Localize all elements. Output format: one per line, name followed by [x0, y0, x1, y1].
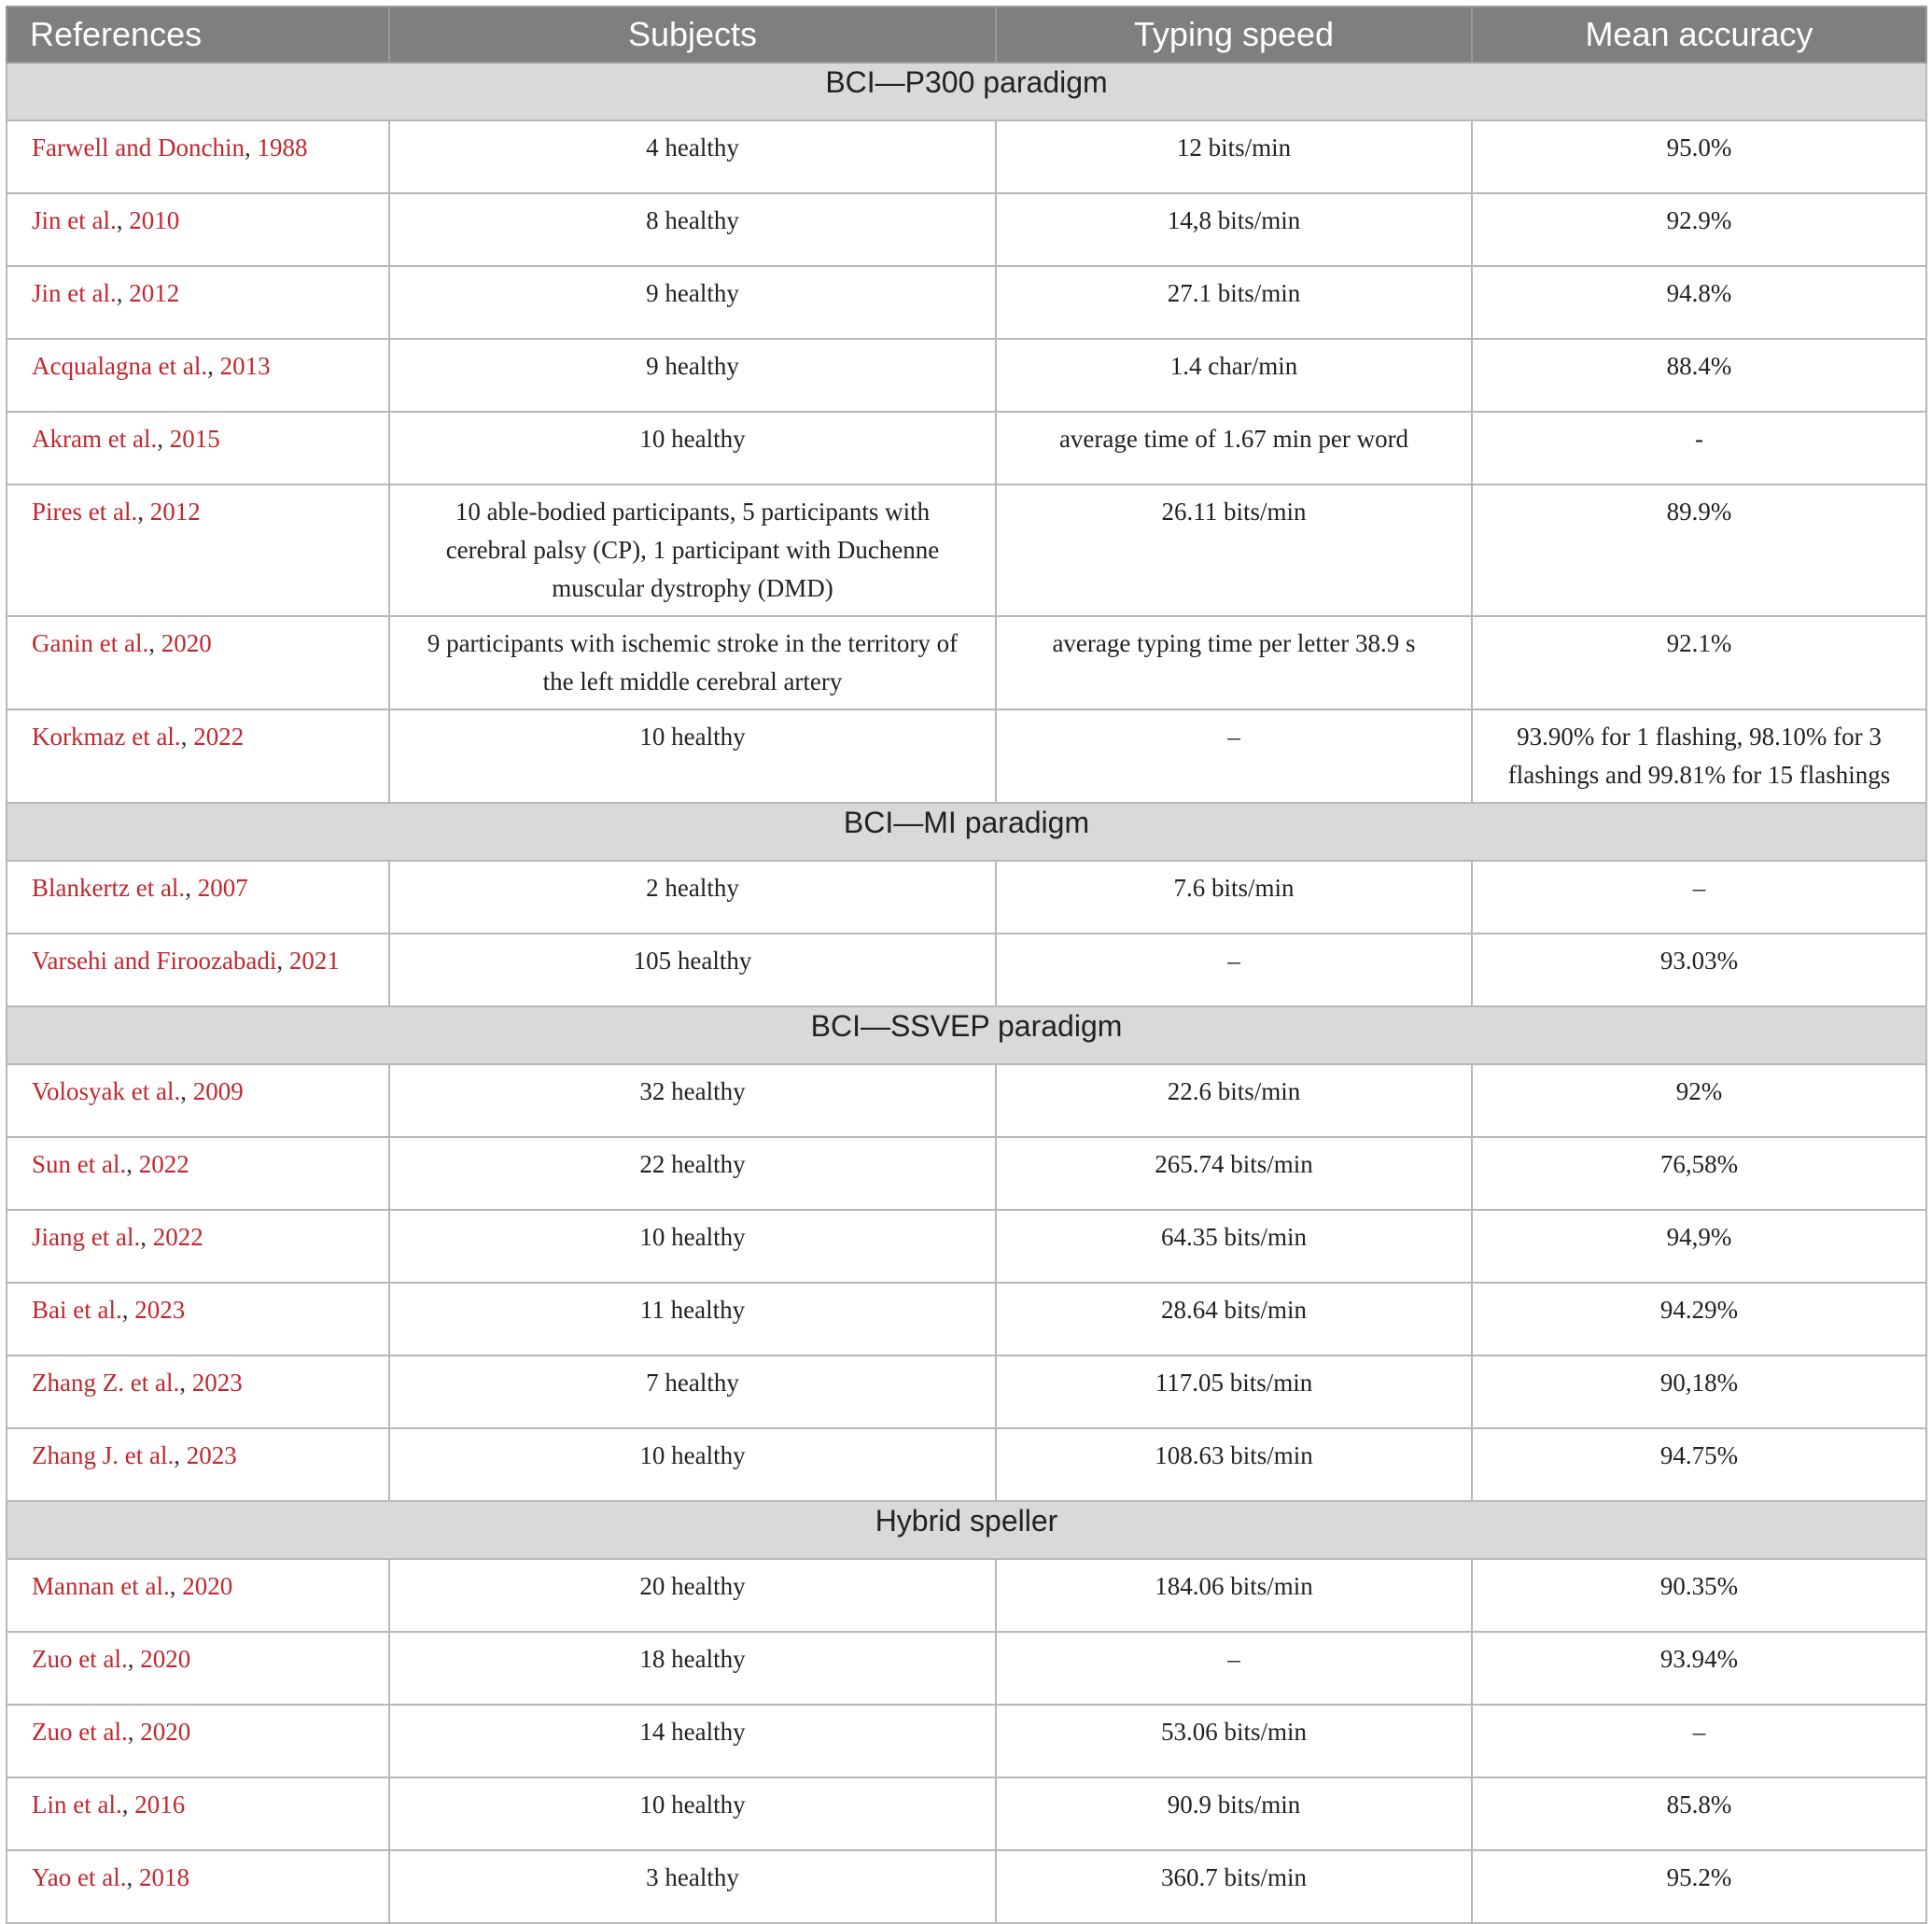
reference-cell	[7, 1559, 389, 1632]
reference-separator: ,	[121, 1296, 135, 1324]
section-header-row	[7, 803, 1926, 861]
mean-accuracy-cell: 88.4%	[1472, 339, 1926, 412]
header-subjects: Subjects	[389, 7, 996, 63]
table-row	[7, 709, 1926, 803]
reference-author-link[interactable]: Bai et al.	[32, 1296, 122, 1324]
reference-year-link[interactable]: 2021	[288, 947, 340, 975]
reference-cell	[7, 120, 389, 193]
speller-comparison-table	[6, 6, 1927, 1924]
section-header-row	[7, 1006, 1926, 1064]
mean-accuracy-cell: –	[1472, 1705, 1926, 1777]
typing-speed-cell: 27.1 bits/min	[996, 266, 1472, 339]
mean-accuracy-cell: 93.90% for 1 flashing, 98.10% for 3 flashings and 99.81% for 15 flashings	[1472, 709, 1926, 803]
typing-speed-cell: 22.6 bits/min	[996, 1064, 1472, 1137]
typing-speed-cell: 108.63 bits/min	[996, 1428, 1472, 1501]
table-row	[7, 1428, 1926, 1501]
reference-separator: ,	[126, 1150, 139, 1178]
table-row	[7, 616, 1926, 709]
reference-author-link[interactable]: Zhang Z. et al.	[32, 1369, 180, 1397]
reference-cell	[7, 861, 389, 934]
typing-speed-cell: 12 bits/min	[996, 120, 1472, 193]
reference-separator: ,	[116, 206, 130, 234]
reference-cell	[7, 1137, 389, 1210]
reference-author-link[interactable]: Zuo et al.	[32, 1718, 128, 1746]
reference-year-link[interactable]: 2022	[193, 723, 245, 751]
subjects-cell: 8 healthy	[389, 193, 996, 266]
mean-accuracy-cell: 90,18%	[1472, 1355, 1926, 1428]
reference-author-link[interactable]: Korkmaz et al.	[32, 723, 181, 751]
reference-cell	[7, 1850, 389, 1923]
header-typing-speed: Typing speed	[996, 7, 1472, 63]
subjects-cell: 10 healthy	[389, 1428, 996, 1501]
section-header-row	[7, 63, 1926, 120]
reference-cell	[7, 1705, 389, 1777]
reference-year-link[interactable]: 2022	[152, 1223, 203, 1251]
reference-year-link[interactable]: 2009	[192, 1077, 244, 1105]
reference-author-link[interactable]: Jin et al.	[32, 206, 117, 234]
reference-separator: ,	[276, 947, 289, 975]
header-references: References	[7, 7, 389, 63]
mean-accuracy-cell: 92.9%	[1472, 193, 1926, 266]
mean-accuracy-cell: –	[1472, 861, 1926, 934]
subjects-cell: 22 healthy	[389, 1137, 996, 1210]
subjects-cell: 10 healthy	[389, 1210, 996, 1283]
subjects-cell: 11 healthy	[389, 1283, 996, 1355]
reference-separator: ,	[169, 1572, 183, 1600]
reference-separator: ,	[148, 629, 161, 657]
reference-year-link[interactable]: 2015	[169, 425, 220, 453]
typing-speed-cell: 117.05 bits/min	[996, 1355, 1472, 1428]
typing-speed-cell: 7.6 bits/min	[996, 861, 1472, 934]
typing-speed-cell: 1.4 char/min	[996, 339, 1472, 412]
subjects-cell: 20 healthy	[389, 1559, 996, 1632]
section-title: Hybrid speller	[7, 1501, 1926, 1559]
table-row	[7, 934, 1926, 1006]
reference-year-link[interactable]: 2020	[140, 1645, 191, 1673]
subjects-cell: 4 healthy	[389, 120, 996, 193]
reference-cell	[7, 485, 389, 616]
mean-accuracy-cell: 94.29%	[1472, 1283, 1926, 1355]
header-row	[7, 7, 1926, 63]
reference-year-link[interactable]: 2022	[138, 1150, 189, 1178]
table-row	[7, 1559, 1926, 1632]
reference-separator: ,	[137, 498, 150, 526]
mean-accuracy-cell: 93.94%	[1472, 1632, 1926, 1705]
reference-year-link[interactable]: 2018	[139, 1863, 190, 1891]
reference-author-link[interactable]: Varsehi and Firoozabadi	[32, 947, 277, 975]
typing-speed-cell: average time of 1.67 min per word	[996, 412, 1472, 485]
table-container	[6, 6, 1925, 1924]
mean-accuracy-cell: 95.0%	[1472, 120, 1926, 193]
subjects-cell: 10 able-bodied participants, 5 participants with cerebral palsy (CP), 1 participant with Duchenne muscular dystrophy (DMD)	[389, 485, 996, 616]
reference-year-link[interactable]: 2013	[219, 352, 271, 380]
reference-cell	[7, 412, 389, 485]
typing-speed-cell: 184.06 bits/min	[996, 1559, 1472, 1632]
table-row	[7, 1283, 1926, 1355]
table-row	[7, 266, 1926, 339]
reference-cell	[7, 1632, 389, 1705]
subjects-cell: 18 healthy	[389, 1632, 996, 1705]
reference-year-link[interactable]: 1988	[257, 133, 308, 162]
reference-year-link[interactable]: 2007	[197, 874, 248, 902]
mean-accuracy-cell: 85.8%	[1472, 1777, 1926, 1850]
mean-accuracy-cell: 89.9%	[1472, 485, 1926, 616]
reference-separator: ,	[179, 1369, 192, 1397]
mean-accuracy-cell: 94.8%	[1472, 266, 1926, 339]
table-row	[7, 861, 1926, 934]
reference-separator: ,	[180, 1077, 193, 1105]
subjects-cell: 10 healthy	[389, 709, 996, 803]
reference-cell	[7, 1428, 389, 1501]
reference-separator: ,	[244, 133, 258, 162]
reference-cell	[7, 266, 389, 339]
section-title: BCI—SSVEP paradigm	[7, 1006, 1926, 1064]
reference-author-link[interactable]: Volosyak et al.	[32, 1077, 181, 1105]
reference-year-link[interactable]: 2016	[134, 1791, 186, 1819]
reference-cell	[7, 616, 389, 709]
mean-accuracy-cell: 92.1%	[1472, 616, 1926, 709]
reference-cell	[7, 1283, 389, 1355]
subjects-cell: 7 healthy	[389, 1355, 996, 1428]
reference-separator: ,	[157, 425, 170, 453]
mean-accuracy-cell: 95.2%	[1472, 1850, 1926, 1923]
typing-speed-cell: 360.7 bits/min	[996, 1850, 1472, 1923]
reference-author-link[interactable]: Farwell and Donchin	[32, 133, 245, 162]
reference-year-link[interactable]: 2020	[182, 1572, 233, 1600]
reference-year-link[interactable]: 2023	[191, 1369, 243, 1397]
table-row	[7, 1850, 1926, 1923]
reference-author-link[interactable]: Sun et al.	[32, 1150, 127, 1178]
reference-author-link[interactable]: Lin et al.	[32, 1791, 122, 1819]
table-row	[7, 339, 1926, 412]
section-title: BCI—P300 paradigm	[7, 63, 1926, 120]
reference-author-link[interactable]: Zuo et al.	[32, 1645, 128, 1673]
reference-author-link[interactable]: Mannan et al.	[32, 1572, 170, 1600]
subjects-cell: 10 healthy	[389, 412, 996, 485]
reference-separator: ,	[116, 279, 130, 307]
typing-speed-cell: 14,8 bits/min	[996, 193, 1472, 266]
reference-separator: ,	[185, 874, 198, 902]
typing-speed-cell: 53.06 bits/min	[996, 1705, 1472, 1777]
reference-year-link[interactable]: 2023	[186, 1441, 237, 1469]
table-row	[7, 1137, 1926, 1210]
reference-author-link[interactable]: Ganin et al.	[32, 629, 149, 657]
table-row	[7, 1064, 1926, 1137]
reference-year-link[interactable]: 2012	[149, 498, 201, 526]
reference-year-link[interactable]: 2012	[129, 279, 180, 307]
reference-author-link[interactable]: Pires et al.	[32, 498, 138, 526]
reference-cell	[7, 1777, 389, 1850]
table-row	[7, 1705, 1926, 1777]
subjects-cell: 105 healthy	[389, 934, 996, 1006]
table-body	[7, 63, 1926, 1923]
reference-author-link[interactable]: Blankertz et al.	[32, 874, 186, 902]
mean-accuracy-cell: -	[1472, 412, 1926, 485]
mean-accuracy-cell: 76,58%	[1472, 1137, 1926, 1210]
mean-accuracy-cell: 90.35%	[1472, 1559, 1926, 1632]
reference-author-link[interactable]: Acqualagna et al.	[32, 352, 208, 380]
typing-speed-cell: 28.64 bits/min	[996, 1283, 1472, 1355]
reference-separator: ,	[121, 1791, 135, 1819]
table-row	[7, 120, 1926, 193]
reference-separator: ,	[207, 352, 220, 380]
reference-cell	[7, 709, 389, 803]
mean-accuracy-cell: 94,9%	[1472, 1210, 1926, 1283]
reference-cell	[7, 193, 389, 266]
mean-accuracy-cell: 93.03%	[1472, 934, 1926, 1006]
reference-separator: ,	[126, 1863, 140, 1891]
typing-speed-cell: 90.9 bits/min	[996, 1777, 1472, 1850]
reference-separator: ,	[127, 1645, 141, 1673]
table-row	[7, 1355, 1926, 1428]
reference-separator: ,	[180, 723, 194, 751]
reference-cell	[7, 1355, 389, 1428]
table-row	[7, 193, 1926, 266]
section-title: BCI—MI paradigm	[7, 803, 1926, 861]
table-row	[7, 1777, 1926, 1850]
mean-accuracy-cell: 94.75%	[1472, 1428, 1926, 1501]
subjects-cell: 10 healthy	[389, 1777, 996, 1850]
mean-accuracy-cell: 92%	[1472, 1064, 1926, 1137]
table-row	[7, 1632, 1926, 1705]
reference-separator: ,	[140, 1223, 153, 1251]
typing-speed-cell: –	[996, 709, 1472, 803]
reference-year-link[interactable]: 2010	[129, 206, 180, 234]
typing-speed-cell: average typing time per letter 38.9 s	[996, 616, 1472, 709]
reference-cell	[7, 1210, 389, 1283]
reference-author-link[interactable]: Jin et al.	[32, 279, 117, 307]
reference-cell	[7, 934, 389, 1006]
reference-year-link[interactable]: 2020	[161, 629, 212, 657]
table-row	[7, 485, 1926, 616]
reference-author-link[interactable]: Jiang et al.	[32, 1223, 141, 1251]
reference-cell	[7, 339, 389, 412]
typing-speed-cell: 265.74 bits/min	[996, 1137, 1472, 1210]
table-row	[7, 1210, 1926, 1283]
subjects-cell: 9 healthy	[389, 339, 996, 412]
reference-cell	[7, 1064, 389, 1137]
subjects-cell: 3 healthy	[389, 1850, 996, 1923]
typing-speed-cell: 26.11 bits/min	[996, 485, 1472, 616]
subjects-cell: 2 healthy	[389, 861, 996, 934]
reference-author-link[interactable]: Akram et al.	[32, 425, 158, 453]
header-mean-accuracy: Mean accuracy	[1472, 7, 1926, 63]
typing-speed-cell: –	[996, 1632, 1472, 1705]
reference-separator: ,	[174, 1441, 187, 1469]
reference-author-link[interactable]: Yao et al.	[32, 1863, 127, 1891]
reference-author-link[interactable]: Zhang J. et al.	[32, 1441, 175, 1469]
typing-speed-cell: –	[996, 934, 1472, 1006]
reference-year-link[interactable]: 2023	[134, 1296, 186, 1324]
section-header-row	[7, 1501, 1926, 1559]
table-row	[7, 412, 1926, 485]
subjects-cell: 32 healthy	[389, 1064, 996, 1137]
reference-year-link[interactable]: 2020	[140, 1718, 191, 1746]
subjects-cell: 9 healthy	[389, 266, 996, 339]
subjects-cell: 14 healthy	[389, 1705, 996, 1777]
reference-separator: ,	[127, 1718, 141, 1746]
typing-speed-cell: 64.35 bits/min	[996, 1210, 1472, 1283]
subjects-cell: 9 participants with ischemic stroke in the territory of the left middle cerebral artery	[389, 616, 996, 709]
